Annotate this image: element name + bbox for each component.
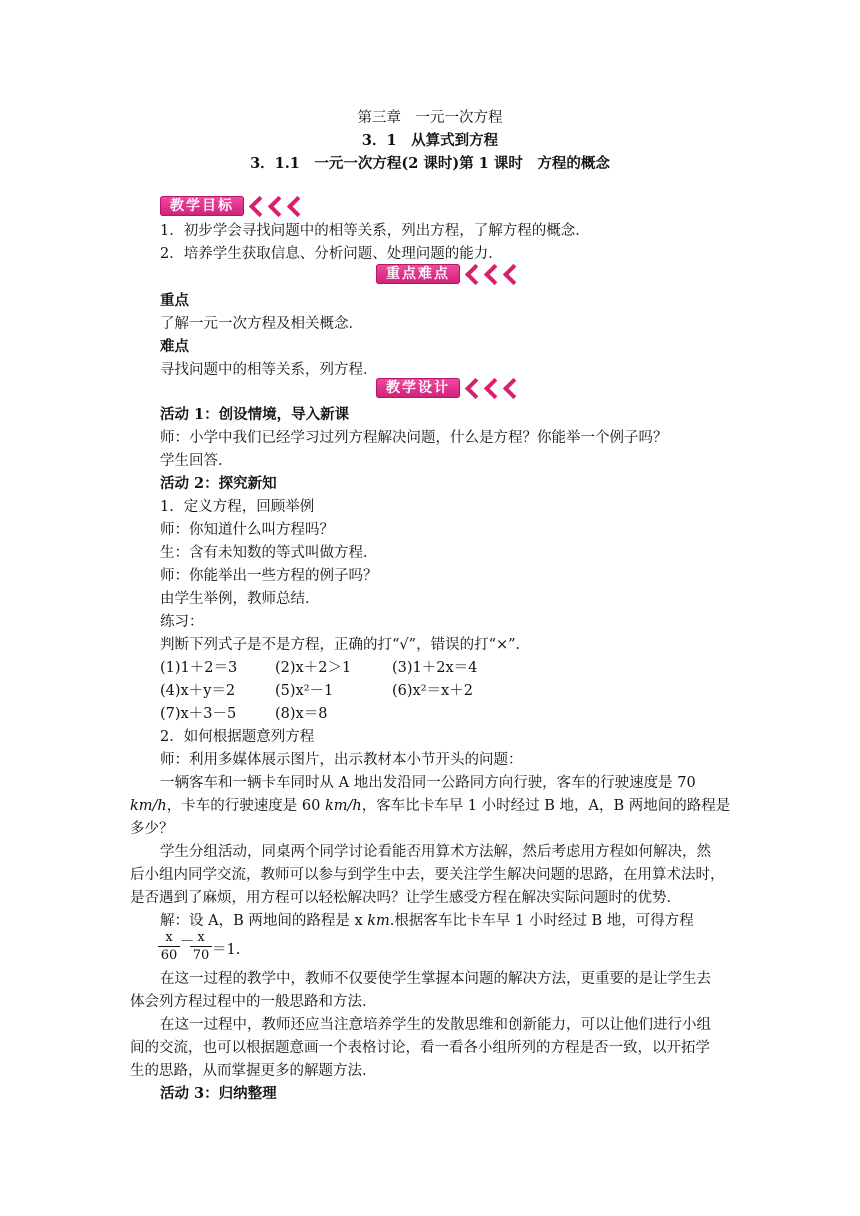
unit-text: km/h [324,798,362,814]
goals-banner-label: 教学目标 [160,196,244,216]
equation-minus: － [180,934,195,950]
chevrons-icon [464,267,521,282]
activity3-title: 活动 3：归纳整理 [160,1085,277,1102]
problem-line: 一辆客车和一辆卡车同时从 A 地出发沿同一公路同方向行驶，客车的行驶速度是 70 [160,775,696,791]
section-title: 3．1 从算式到方程 [361,132,499,149]
part2-teacher: 师：利用多媒体展示图片，出示教材本小节开头的问题： [160,752,523,768]
difficult-text: 寻找问题中的相等关系，列方程． [160,362,378,378]
problem-line: 多少？ [130,821,174,837]
activity2-line: 师：你知道什么叫方程吗？ [160,522,334,538]
chevrons-icon [464,381,521,396]
part2-title: 2．如何根据题意列方程 [160,729,315,745]
difficult-label: 难点 [160,338,189,355]
fraction-x-over-70: $\frac{x}{70}$ [190,930,212,965]
paragraph-line: 生的思路，从而掌握更多的解题方法． [130,1063,377,1079]
exercise-item: (5)x²－1 [275,683,334,699]
design-banner-label: 教学设计 [376,378,460,398]
goal-item: 1．初步学会寻找问题中的相等关系，列出方程，了解方程的概念． [160,223,590,239]
goal-item: 2．培养学生获取信息、分析问题、处理问题的能力． [160,246,503,262]
fraction-x-over-60: $\frac{x}{60}$ [158,930,180,965]
activity2-line: 由学生举例，教师总结． [160,591,320,607]
exercise-item: (4)x＋y＝2 [160,683,236,699]
activity2-line: 生：含有未知数的等式叫做方程． [160,545,378,561]
paragraph-line: 后小组内同学交流，教师可以参与到学生中去，要关注学生解决问题的思路，在用算术法时， [130,867,725,883]
exercise-item: (1)1＋2＝3 [160,660,238,676]
activity2-line: 练习： [160,614,204,630]
paragraph-line: 学生分组活动，同桌两个同学讨论看能否用算术方法解，然后考虑用方程如何解决，然 [160,844,711,860]
unit-text: km/h [130,798,167,814]
exercise-item: (3)1＋2x＝4 [392,660,478,676]
key-points-banner-label: 重点难点 [376,264,460,284]
paragraph-line: 在这一过程中，教师还应当注意培养学生的发散思维和创新能力，可以让他们进行小组 [160,1017,711,1033]
goals-banner [160,195,305,217]
chapter-title: 第三章 一元一次方程 [357,110,503,126]
paragraph-line: 间的交流，也可以根据题意画一个表格讨论，看一看各小组所列的方程是否一致，以开拓学 [130,1040,710,1056]
key-label: 重点 [160,292,189,309]
activity2-line: 师：你能举出一些方程的例子吗？ [160,568,378,584]
activity2-line: 1．定义方程，回顾举例 [160,499,315,515]
activity1-title: 活动 1：创设情境，导入新课 [160,406,350,423]
chevrons-icon [248,199,305,214]
exercise-item: (6)x²＝x＋2 [392,683,473,699]
key-points-banner [376,263,521,285]
key-text: 了解一元一次方程及相关概念． [160,316,363,332]
paragraph-line: 是否遇到了麻烦，用方程可以轻松解决吗？让学生感受方程在解决实际问题时的优势． [130,890,681,906]
activity1-line: 学生回答． [160,453,233,469]
problem-line: km/h，卡车的行驶速度是 60 km/h，客车比卡车早 1 小时经过 B 地，A，B 两地间的路程是 [130,798,731,814]
solution-line: 解：设 A，B 两地间的路程是 x km.根据客车比卡车早 1 小时经过 B 地，可得方程 [160,913,694,929]
exercise-item: (7)x＋3－5 [160,706,237,722]
exercise-item: (8)x＝8 [275,706,328,722]
exercise-item: (2)x＋2＞1 [275,660,352,676]
activity2-title: 活动 2：探究新知 [160,475,277,492]
paragraph-line: 在这一过程的教学中，教师不仅要使学生掌握本问题的解决方法，更重要的是让学生去 [160,971,711,987]
activity2-line: 判断下列式子是不是方程，正确的打“√”，错误的打“×”． [160,637,531,653]
subsection-title: 3．1.1 一元一次方程(2 课时)第 1 课时 方程的概念 [250,155,610,172]
equation-rhs: ＝1. [212,942,241,958]
design-banner [376,377,521,399]
activity1-line: 师：小学中我们已经学习过列方程解决问题，什么是方程？你能举一个例子吗？ [160,430,668,446]
paragraph-line: 体会列方程过程中的一般思路和方法． [130,994,377,1010]
